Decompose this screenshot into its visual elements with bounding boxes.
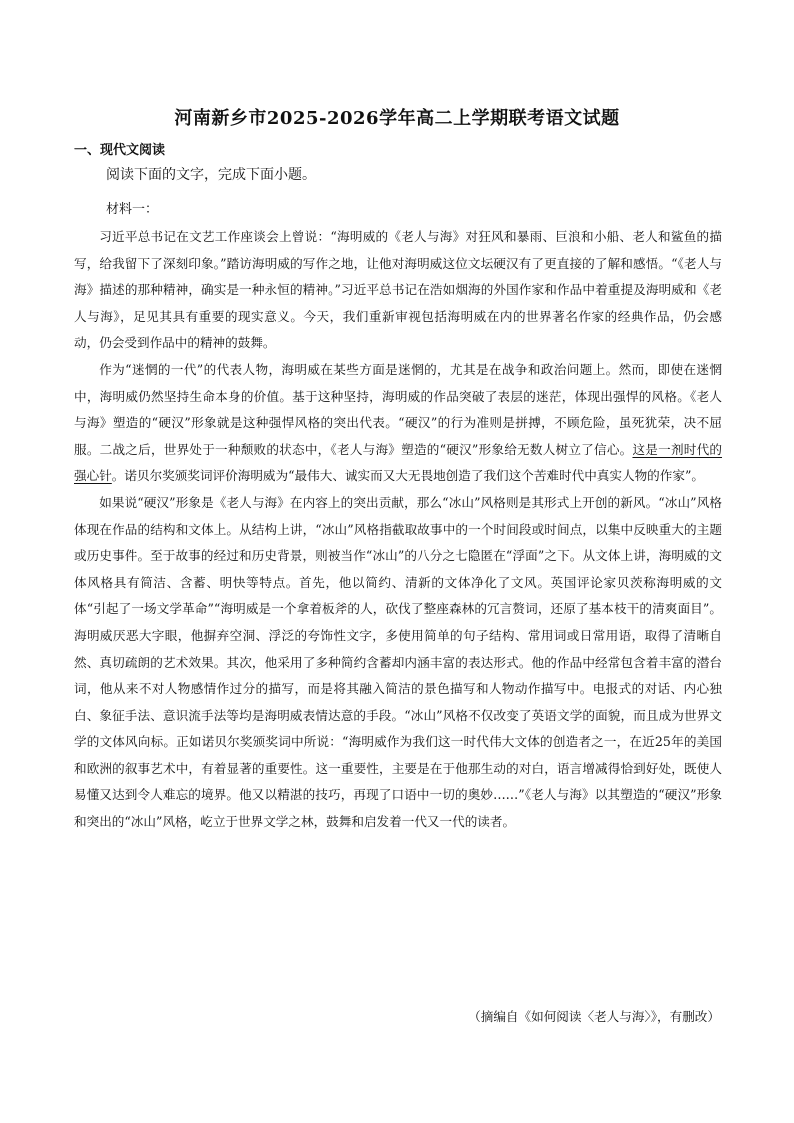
passage-paragraph-3: 如果说“硬汉”形象是《老人与海》在内容上的突出贡献，那么“冰山”风格则是其形式上开创的新风。“冰山”风格体现在作品的结构和文体上。从结构上讲，“冰山”风格指截取故事中的一个时间段或时间点，以集中反映重大的主题或历史事件。至于故事的经过和历史背景，则被当作“冰山”的八分之七隐匿在“浮面”之下。从文体上讲，海明威的文体风格具有简洁、含蓄、明快等特点。首先，他以简约、清新的文体净化了文风。英国评论家贝茨称海明威的文体“引起了一场文学革命”“海明威是一个拿着板斧的人，砍伐了整座森林的冗言赘词，还原了基本枝干的清爽面目”。海明威厌恶大字眼，他摒弃空洞、浮泛的夸饰性文字，多使用简单的句子结构、常用词或日常用语，取得了清晰自然、真切疏朗的艺术效果。其次，他采用了多种简约含蓄却内涵丰富的表达形式。他的作品中经常包含着丰富的潜台词，他从来不对人物感情作过分的描写，而是将其融入简洁的景色描写和人物动作描写中。电报式的对话、内心独白、象征手法、意识流手法等均是海明威表情达意的手段。“冰山”风格不仅改变了英语文学的面貌，而且成为世界文学的文体风向标。正如诺贝尔奖颁奖词中所说：“海明威作为我们这一时代伟大文体的创造者之一，在近25年的美国和欧洲的叙事艺术中，有着显著的重要性。这一重要性，主要是在于他那生动的对白，语言增减得恰到好处，既使人易懂又达到令人难忘的境界。他又以精湛的技巧，再现了口语中一切的奥妙……”《老人与海》以其塑造的“硬汉”形象和突出的“冰山”风格，屹立于世界文学之林，鼓舞和启发着一代又一代的读者。	[74, 494, 722, 830]
reading-instruction: 阅读下面的文字，完成下面小题。	[106, 167, 316, 183]
paragraph-2-text-after: 。诺贝尔奖颁奖词评价海明威为“最伟大、诚实而又大无畏地创造了我们这个苦难时代中真实人物的作家”。	[111, 468, 704, 484]
underlined-sentence: 这是一剂时代的强心针	[74, 441, 723, 484]
source-citation: （摘编自《如何阅读〈老人与海〉》，有删改）	[468, 1009, 720, 1024]
page-title: 河南新乡市2025-2026学年高二上学期联考语文试题	[174, 108, 620, 129]
passage-paragraph-1: 习近平总书记在文艺工作座谈会上曾说：“海明威的《老人与海》对狂风和暴雨、巨浪和小船、老人和鲨鱼的描写，给我留下了深刻印象。”踏访海明威的写作之地，让他对海明威这位文坛硬汉有了更直接的了解和感悟。“《老人与海》描述的那种精神，确实是一种永恒的精神。”习近平总书记在浩如烟海的外国作家和作品中着重提及海明威和《老人与海》，足见其具有重要的现实意义。今天，我们重新审视包括海明威在内的世界著名作家的经典作品，仍会感动，仍会受到作品中的精神的鼓舞。	[74, 229, 722, 351]
paragraph-2-text-before: 作为“迷惘的一代”的代表人物，海明威在某些方面是迷惘的，尤其是在战争和政治问题上。然而，即使在迷惘中，海明威仍然坚持生命本身的价值。基于这种坚持，海明威的作品突破了表层的迷茫，体现出强悍的风格。《老人与海》塑造的“硬汉”形象就是这种强悍风格的突出代表。“硬汉”的行为准则是拼搏，不顾危险，虽死犹荣，决不屈服。二战之后，世界处于一种颓败的状态中，《老人与海》塑造的“硬汉”形象给无数人树立了信心。	[74, 361, 722, 457]
passage-body	[74, 224, 722, 836]
passage-paragraph-2	[74, 357, 722, 490]
material-label: 材料一：	[106, 202, 159, 217]
section-heading: 一、现代文阅读	[74, 143, 166, 158]
